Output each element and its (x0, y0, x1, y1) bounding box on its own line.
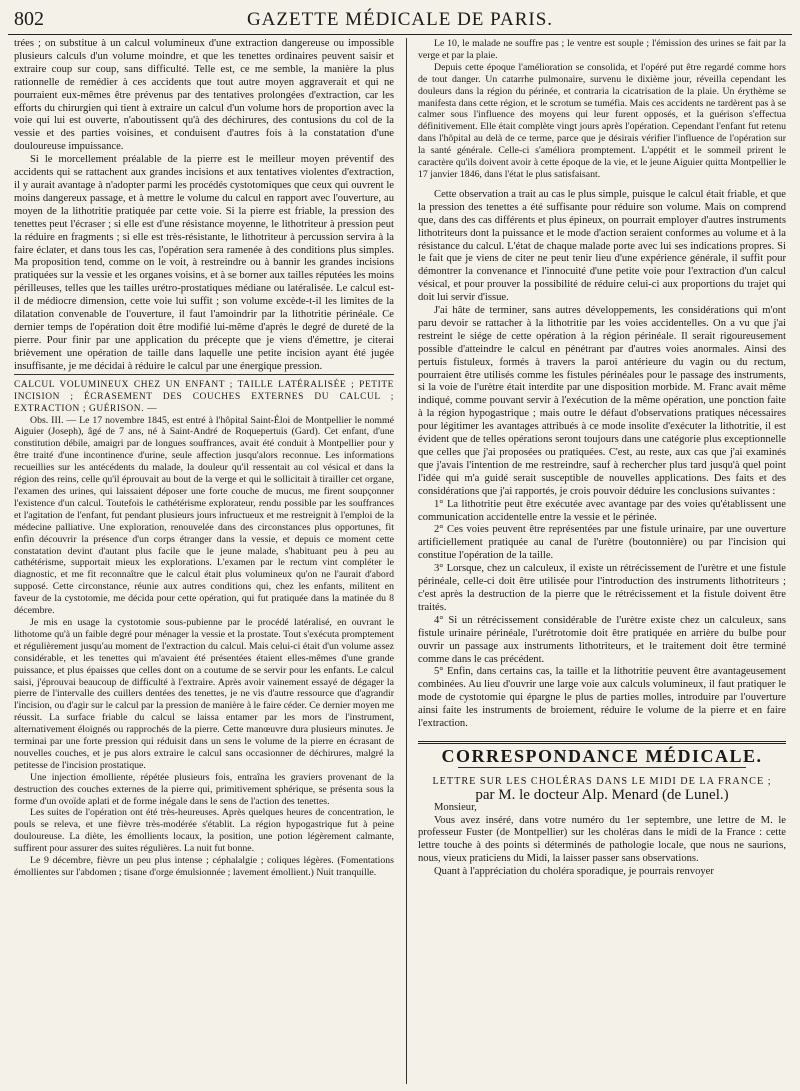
letter-title: LETTRE SUR LES CHOLÉRAS DANS LE MIDI DE LA FRANCE ; (432, 775, 772, 787)
observation-paragraph: Obs. III. — Le 17 novembre 1845, est entré à l'hôpital Saint-Éloi de Montpellier le nommé Aiguier (Joseph), âgé de 7 ans, né à Saint-André de Roquepertuis (Gard). Cet enfant, d'une constitution débile, amaigri par de longues souffrances, avait été conduit à Montpellier pour y être traité d'une incontinence d'urine, seule affection jusqu'alors reconnue. Les informations recueillies sur les antécédents du malade, la douleur qu'il ressentait au col vésical et dans la région des reins, celle qu'il éprouvait au bout de la verge et qui le sollicitait à tirailler cet organe, l'examen des urines, qui laissaient déposer une forte couche de mucus, me firent soupçonner l'existence d'un calcul. Toutefois le cathétérisme explorateur, rendu possible par les souffrances et l'agitation de l'enfant, fut pendant plusieurs jours infructueux et me restreignit à l'emploi de la médecine palliative. Une exploration, renouvelée dans des circonstances plus opportunes, fit enfin découvrir la présence d'un corps étranger dans la vessie, et depuis ce moment cette constatation devint d'autant plus facile que le jeune malade, s'habituant peu à peu au cathétérisme, supportait mieux les explorations. L'examen par le rectum vint compléter le diagnostic, et me fit reconnaître que le calcul était plus volumineux qu'on ne l'aurait d'abord supposé. Cette circonstance, réunie aux autres conditions qui, chez les enfants, militent en faveur de la cystotomie, me décida pour cette opération, qui fut pratiquée dans la matinée du 8 décembre. (14, 414, 394, 617)
paragraph: Cette observation a trait au cas le plus simple, puisque le calcul était friable, et que la pression des tenettes a été suffisante pour réduire son volume. Mais on comprend que, dans des cas différents et plus épineux, on pourrait employer d'autres instruments lithotriteurs dont la puissance et le mode d'action seraient conformes au volume et à la résistance du calcul. L'état de chaque malade porte avec lui ses indications propres. Si le fait que je viens de citer ne peut tenir lieu d'une expérience générale, il suffit pour démontrer la convenance et l'innocuité d'une petite voie pour l'extraction d'un calcul vésical, et pour prouver la possibilité de réduire celui-ci aux proportions du trajet qui doit lui servir d'issue. (418, 188, 786, 304)
observation-paragraph: Le 9 décembre, fièvre un peu plus intense ; céphalalgie ; coliques légères. (Fomentations émollientes sur l'abdomen ; tisane d'orge émulsionnée ; lavement émollient.) Nuit tranquille. (14, 855, 394, 878)
journal-title: GAZETTE MÉDICALE DE PARIS. (246, 9, 554, 30)
section-heading: CALCUL VOLUMINEUX CHEZ UN ENFANT ; TAILLE LATÉRALISÉE ; PETITE INCISION ; ÉCRASEMENT DES COUCHES EXTERNES DU CALCUL ; EXTRACTION ; GUÉRISON. — (14, 374, 394, 415)
correspondance-section (418, 741, 786, 879)
conclusion-item: 5° Enfin, dans certains cas, la taille et la lithotritie peuvent être avantageusement combinées. Au lieu d'ouvrir une large voie aux calculs volumineux, il faut pratiquer le mode de cystotomie qui épargne le plus de parties molles, introduire par l'ouverture ainsi faite les instruments de broiement, réduire le volume de la pierre et en faire l'extraction. (418, 666, 786, 730)
conclusion-item: 3° Lorsque, chez un calculeux, il existe un rétrécissement de l'urètre et une fistule périnéale, celle-ci doit être utilisée pour l'introduction des instruments lithotriteurs ; c'est après la destruction de la pierre que le rétrécissement et la fistule doivent être traités. (418, 563, 786, 613)
paragraph: Depuis cette époque l'amélioration se consolida, et l'opéré put être regardé comme hors de tout danger. Un catarrhe pulmonaire, survenu le dixième jour, réveilla cependant les douleurs dans la région du périnée, et contraria la cicatrisation de la plaie. Un érythème se manifesta dans cette région, et le scrotum se tuméfia. Mais ces accidents ne tardèrent pas à se calmer sous l'influence des moyens qui leur furent opposés, et la guérison s'effectua définitivement. Elle était complète vingt jours après l'opération. Cependant l'enfant fut retenu dans l'hôpital au delà de ce terme, parce que je désirais vérifier l'influence de l'opération sur la santé générale. Celle-ci s'améliora promptement. L'appétit et le sommeil prirent le caractère qu'ils doivent avoir à cette époque de la vie, et le jeune Aiguier quitta Montpellier le 17 janvier 1846, dans l'état le plus satisfaisant. (418, 61, 786, 180)
paragraph: trées ; on substitue à un calcul volumineux d'une extraction dangereuse ou impossible plusieurs calculs d'un volume moindre, et que les tenettes ordinaires peuvent saisir et extraire coup sur coup, sans difficulté. Telle est, ce me semble, la manière la plus rationnelle de remédier à ces accidents que tout autre moyen aggraverait et qui ne pourraient eux-mêmes être prévenus par des tentatives prolongées d'extraction, car les efforts du chirurgien qui tient à extraire un calcul d'un volume hors de proportion avec la voie qui lui est ouverte, n'aboutissent qu'à des déchirures, des contusions du col de la vessie et des parties voisines, et conduisent d'autres fois à la constatation d'une douloureuse impuissance. (14, 38, 394, 153)
observation-paragraph: Les suites de l'opération ont été très-heureuses. Après quelques heures de concentration, le pouls se releva, et une fièvre très-modérée s'établit. La région hypogastrique fut à peine douloureuse. La diète, les émollients locaux, la position, une potion légèrement calmante, suffirent pour assurer des suites régulières. La nuit fut bonne. (14, 807, 394, 855)
letter-paragraph: Vous avez inséré, dans votre numéro du 1er septembre, une lettre de M. le professeur Fuster (de Montpellier) sur les choléras dans le midi de la France : cette lettre touche à des points si déterminés de pathologie locale, que nous ne saurions, nous, vieux praticiens du Midi, la laisser passer sans observations. (418, 814, 786, 865)
conclusion-item: 1° La lithotritie peut être exécutée avec avantage par des voies qu'établissent une communication accidentelle entre la vessie et le périnée. (418, 498, 786, 523)
right-column (418, 38, 786, 1084)
paragraph: Le 10, le malade ne souffre pas ; le ventre est souple ; l'émission des urines se fait par la verge et par la plaie. (418, 38, 786, 61)
letter-author: par M. le docteur Alp. Menard (de Lunel.) (475, 786, 729, 803)
title-rule (458, 767, 746, 768)
page-number: 802 (14, 8, 44, 30)
observation-paragraph: Je mis en usage la cystotomie sous-pubienne par le procédé latéralisé, en ouvrant le lithotome qu'à un faible degré pour ménager la vessie et la prostate. Tout s'exécuta promptement et régulièrement jusqu'au moment de l'extraction du calcul. Mais celui-ci était d'un volume assez considérable, et les tenettes qui m'avaient été présentées étaient elles-mêmes d'une grande puissance, et plus épaisses que celles dont on a coutume de se servir pour les enfants. Le calcul saisi, j'éprouvai beaucoup de difficulté à l'extraire. Après avoir vainement essayé de dégager la pierre de l'intervalle des cuillers dentées des tenettes, je ne vis d'autre ressource que d'agrandir l'incision, ou d'agir sur le calcul par la pression de manière à le faire céder. Ce dernier moyen me réussit. La surface friable du calcul se laissa entamer par les mors de l'instrument, alternativement éloignés ou rapprochés de la pierre. Cette manœuvre dura plusieurs minutes. Je terminai par une forte pression qui réduisit dans un sens le volume de la pierre en écrasant de nouvelles couches, et je pus alors extraire le calcul sans occasionner de déchirures, malgré la petitesse de l'incision prostatique. (14, 616, 394, 771)
conclusion-item: 2° Ces voies peuvent être représentées par une fistule urinaire, par une ouverture artificiellement pratiquée au canal de l'urètre (boutonnière) ou par l'incision qui constitue l'opération de la taille. (418, 524, 786, 562)
paragraph: J'ai hâte de terminer, sans autres développements, les considérations qui m'ont paru devoir se rattacher à la lithotritie par les voies accidentelles. On a vu que j'ai restreint le siége de cette opération à la région périnéale. Il serait rigoureusement possible d'atteindre le calcul en pénétrant par d'autres voies anormales. Ainsi des pertuis fistuleux, formés à travers la paroi antérieure du vagin ou du rectum, pourraient être utilisés comme les fistules périnéales pour le passage des instruments, si la voie de l'urètre était interdite par une disposition morbide. M. Franc avait même indiqué, comme pouvant servir à l'exécution de la même opération, une ponction faite à la région hypogastrique ; mais outre le défaut d'observations pratiques nécessaires pour légitimer les avantages attribués à ce mode insolite d'exécuter la lithotritie, il est évident que de telles opérations seront toujours dans une catégorie plus exceptionnelle que celles que j'ai proposées ou pratiquées. C'est, au reste, aux cas que j'ai examinés que j'avais l'intention de me restreindre, sauf à rechercher plus tard jusqu'à quel point l'idée qui m'a guidé serait susceptible de nouvelles applications. Des faits et des considérations que j'ai rapportés, je crois pouvoir déduire les conclusions suivantes : (418, 305, 786, 497)
paragraph: Si le morcellement préalable de la pierre est le meilleur moyen préventif des accidents qui se rattachent aux grandes incisions et aux tentatives violentes d'extraction, il y aurait avantage à n'adopter parmi les procédés cystotomiques que ceux qui ouvrent le moins dangereux passage, et à mettre le volume du calcul en rapport avec l'ouverture, au moyen de la lithotritie pratiquée par cette voie. Si la pierre est friable, la pression des tenettes peut l'écraser ; si elle est d'une résistance moyenne, le lithotriteur à pression peut la réduire en fragments ; si elle est très-résistante, le lithotriteur à percussion servira à la faire éclater, et dans tous les cas, l'opération sera ramenée à des conditions plus simples. Ma proposition tend, comme on le voit, à restreindre ou à bannir les grandes incisions pratiquées sur la vessie et les organes voisins, et à se borner aux tailles réputées les moins périlleuses, telles que les tailles urétro-prostatiques médiane ou latéralisée. Le calcul est-il de médiocre dimension, cette voie lui suffit ; son volume excède-t-il les limites de la dilatation convenable de l'ouverture, il faut l'amoindrir par la lithotritie périnéale. Ce dernier temps de l'opération doit être modifié lui-même d'après le degré de dureté de la pierre. Pour finir par une application du précepte que je viens d'émettre, je citerai brièvement une opération de taille dans laquelle une petite incision ayant été jugée insuffisante, je me décidai à réduire le calcul par une énergique pression. (14, 154, 394, 372)
column-divider (406, 38, 407, 1084)
section-title: CORRESPONDANCE MÉDICALE. (441, 745, 763, 766)
left-column (14, 38, 394, 1084)
conclusion-item: 4° Si un rétrécissement considérable de l'urètre existe chez un calculeux, sans fistule urinaire périnéale, l'urétrotomie doit être pratiquée en arrière du bulbe pour ouvrir un passage aux instruments lithotriteurs, et le traitement doit être terminé comme dans le cas précédent. (418, 614, 786, 665)
salutation: Monsieur, (434, 801, 477, 813)
observation-paragraph: Une injection émolliente, répétée plusieurs fois, entraîna les graviers provenant de la destruction des couches externes de la pierre qui, primitivement sphérique, se présenta sous la forme d'un ovoïde aplati et de forme inégale dans le sens de l'action des tenettes. (14, 771, 394, 807)
page-header (8, 6, 792, 35)
letter-paragraph: Quant à l'appréciation du choléra sporadique, je pourrais renvoyer (434, 866, 714, 878)
